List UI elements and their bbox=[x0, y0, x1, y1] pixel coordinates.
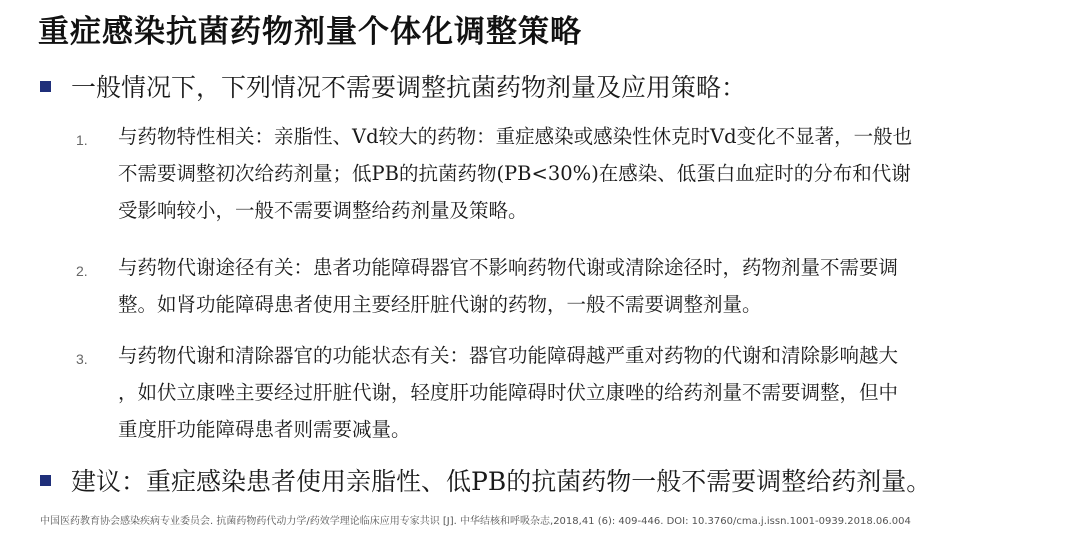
bullet-recommendation-text: 建议：重症感染患者使用亲脂性、低PB的抗菌药物一般不需要调整给药剂量。 bbox=[71, 467, 932, 496]
slide-title: 重症感染抗菌药物剂量个体化调整策略 bbox=[38, 14, 582, 50]
reference-citation: 中国医药教育协会感染疾病专业委员会. 抗菌药物药代动力学/药效学理论临床应用专家共识 [J]. 中华结核和呼吸杂志,2018,41 (6): 409-446. DOI: 10.3760/cma.j.issn.1001-0939.2018.06.004 bbox=[40, 516, 911, 527]
item-number: 1. bbox=[76, 132, 88, 148]
item-line: 整。如肾功能障碍患者使用主要经肝脏代谢的药物，一般不需要调整剂量。 bbox=[118, 293, 762, 316]
item-line: 与药物代谢途径有关：患者功能障碍器官不影响药物代谢或清除途径时，药物剂量不需要调 bbox=[118, 256, 899, 279]
item-line: 重度肝功能障碍患者则需要减量。 bbox=[118, 418, 411, 441]
item-line: 不需要调整初次给药剂量；低PB的抗菌药物(PB<30%)在感染、低蛋白血症时的分布和代谢 bbox=[118, 162, 911, 185]
item-number: 2. bbox=[76, 263, 88, 279]
bullet-general bbox=[40, 68, 746, 104]
item-line: 受影响较小，一般不需要调整给药剂量及策略。 bbox=[118, 199, 528, 222]
item-text bbox=[118, 249, 898, 323]
square-bullet-icon bbox=[40, 475, 51, 486]
item-line: 与药物代谢和清除器官的功能状态有关：器官功能障碍越严重对药物的代谢和清除影响越大 bbox=[118, 344, 899, 367]
item-line: ，如伏立康唑主要经过肝脏代谢，轻度肝功能障碍时伏立康唑的给药剂量不需要调整，但中 bbox=[118, 381, 899, 404]
item-text bbox=[118, 337, 898, 448]
square-bullet-icon bbox=[40, 81, 51, 92]
item-line: 与药物特性相关：亲脂性、Vd较大的药物：重症感染或感染性休克时Vd变化不显著，一般也 bbox=[118, 125, 913, 148]
bullet-general-text: 一般情况下，下列情况不需要调整抗菌药物剂量及应用策略： bbox=[71, 73, 747, 102]
item-number: 3. bbox=[76, 351, 88, 367]
bullet-recommendation bbox=[40, 462, 931, 498]
item-text bbox=[118, 118, 912, 229]
